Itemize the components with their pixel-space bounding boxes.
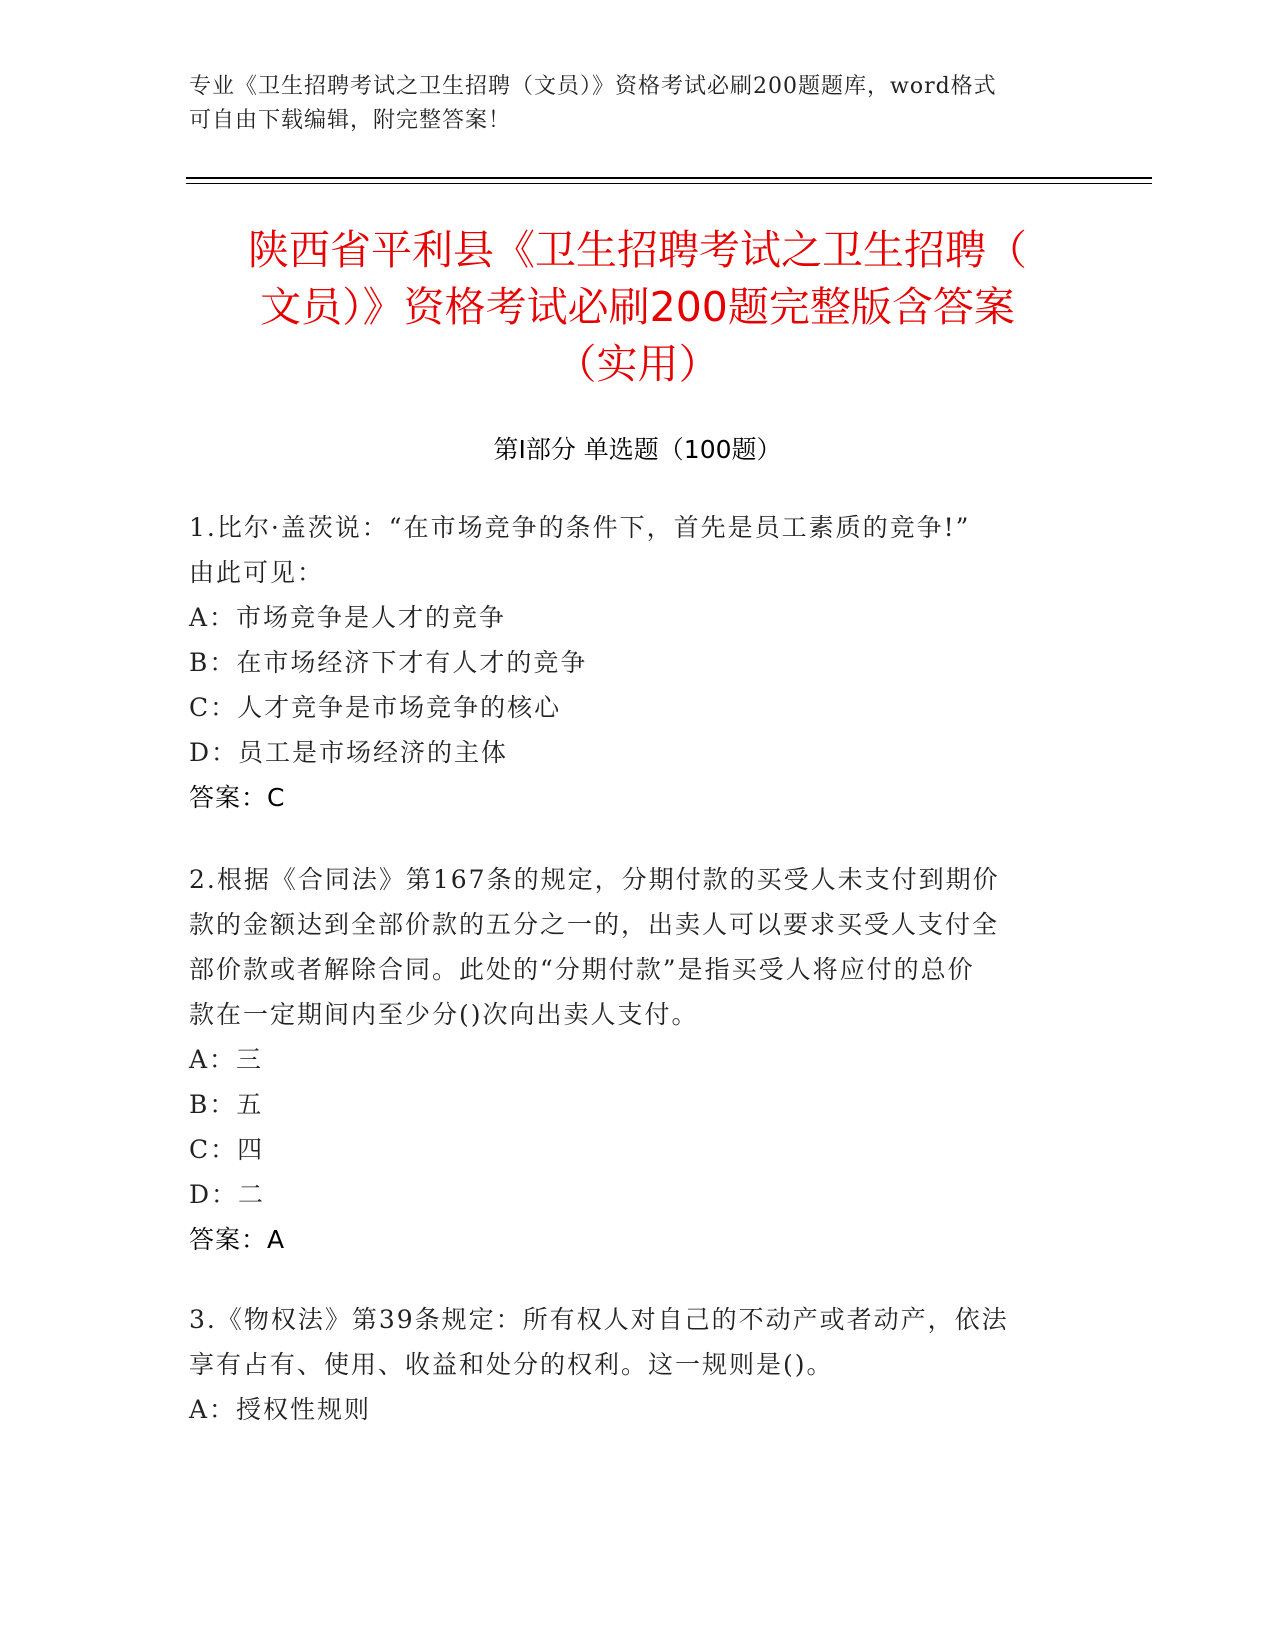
option-c: C：人才竞争是市场竞争的核心	[189, 693, 562, 722]
question-stem-line: 款的金额达到全部价款的五分之一的，出卖人可以要求买受人支付全	[189, 910, 1000, 939]
question-stem-line: 由此可见：	[189, 558, 325, 587]
option-d: D：二	[189, 1180, 266, 1209]
question-1	[189, 505, 1069, 820]
question-stem-line: 享有占有、使用、收益和处分的权利。这一规则是()。	[189, 1350, 834, 1379]
header-line-1: 专业《卫生招聘考试之卫生招聘（文员）》资格考试必刷200题题库，word格式	[189, 74, 997, 99]
answer: 答案：C	[189, 783, 286, 812]
option-a: A：授权性规则	[189, 1395, 372, 1424]
question-3	[189, 1297, 1069, 1432]
question-stem-line: 款在一定期间内至少分()次向出卖人支付。	[189, 1000, 699, 1029]
question-stem-line: 2.根据《合同法》第167条的规定，分期付款的买受人未支付到期价	[189, 865, 1000, 894]
option-b: B：在市场经济下才有人才的竞争	[189, 648, 588, 677]
title-line-2: 文员）》资格考试必刷200题完整版含答案	[260, 283, 1015, 331]
option-c: C：四	[189, 1135, 265, 1164]
option-a: A：三	[189, 1045, 264, 1074]
option-d: D：员工是市场经济的主体	[189, 738, 509, 767]
option-b: B：五	[189, 1090, 264, 1119]
option-a: A：市场竞争是人才的竞争	[189, 603, 507, 632]
question-stem-line: 3.《物权法》第39条规定：所有权人对自己的不动产或者动产，依法	[189, 1305, 1009, 1334]
question-stem-line: 1.比尔·盖茨说：“在市场竞争的条件下，首先是员工素质的竞争!”	[189, 513, 971, 542]
question-2	[189, 857, 1069, 1262]
header-rule-thick	[186, 177, 1152, 179]
header-rule-thin	[186, 183, 1152, 184]
title-line-1: 陕西省平利县《卫生招聘考试之卫生招聘（	[248, 226, 1027, 274]
document-header	[189, 70, 1069, 138]
answer: 答案：A	[189, 1225, 286, 1254]
header-line-2: 可自由下载编辑，附完整答案！	[189, 108, 512, 133]
title-line-3: （实用）	[555, 340, 720, 388]
question-stem-line: 部价款或者解除合同。此处的“分期付款”是指买受人将应付的总价	[189, 955, 975, 984]
section-heading: 第Ⅰ部分 单选题（100题）	[493, 435, 782, 464]
document-title	[186, 222, 1089, 393]
